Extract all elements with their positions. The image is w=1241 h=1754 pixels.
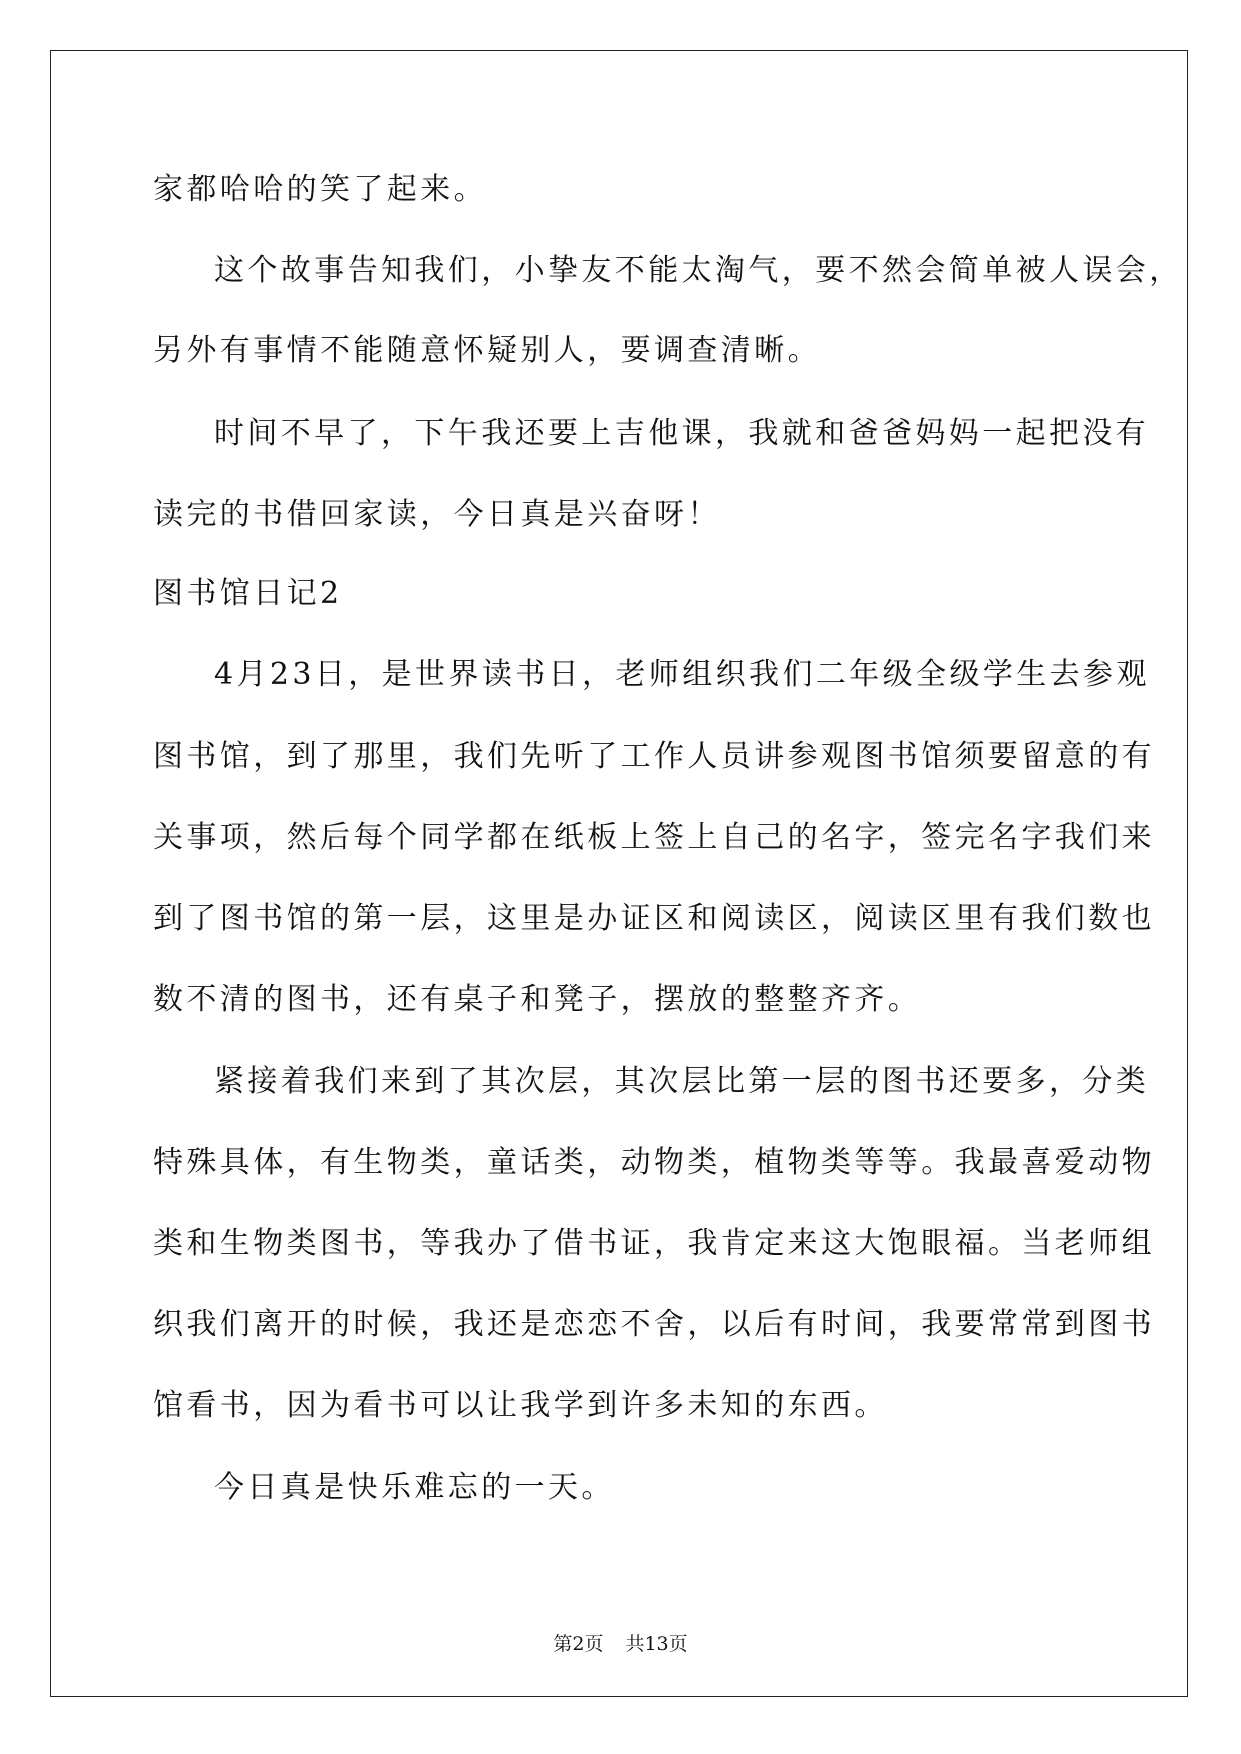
text-line-5: 读完的书借回家读，今日真是兴奋呀！ [153, 497, 721, 532]
text-line-9: 关事项，然后每个同学都在纸板上签上自己的名字，签完名字我们来 [153, 820, 1155, 855]
text-line-13: 特殊具体，有生物类，童话类，动物类，植物类等等。我最喜爱动物 [153, 1145, 1155, 1180]
page-number: 第2页 [553, 1633, 604, 1655]
text-line-17: 今日真是快乐难忘的一天。 [214, 1470, 615, 1505]
page-total: 共13页 [625, 1633, 688, 1655]
text-line-3: 另外有事情不能随意怀疑别人，要调查清晰。 [153, 333, 821, 368]
section-heading: 图书馆日记2 [153, 576, 343, 611]
text-line-15: 织我们离开的时候，我还是恋恋不舍，以后有时间，我要常常到图书 [153, 1307, 1155, 1342]
text-line-8: 图书馆，到了那里，我们先听了工作人员讲参观图书馆须要留意的有 [153, 739, 1155, 774]
text-line-11: 数不清的图书，还有桌子和凳子，摆放的整整齐齐。 [153, 982, 922, 1017]
page-border [50, 50, 1188, 1697]
text-line-1: 家都哈哈的笑了起来。 [153, 172, 487, 207]
text-line-4: 时间不早了，下午我还要上吉他课，我就和爸爸妈妈一起把没有 [214, 416, 1150, 451]
text-line-12: 紧接着我们来到了其次层，其次层比第一层的图书还要多，分类 [214, 1064, 1150, 1099]
text-line-7: 4月23日，是世界读书日，老师组织我们二年级全级学生去参观 [214, 657, 1150, 692]
text-line-2: 这个故事告知我们，小挚友不能太淘气，要不然会简单被人误会， [214, 253, 1183, 288]
text-line-16: 馆看书，因为看书可以让我学到许多未知的东西。 [153, 1388, 888, 1423]
text-line-14: 类和生物类图书，等我办了借书证，我肯定来这大饱眼福。当老师组 [153, 1226, 1155, 1261]
page-footer [0, 1632, 1241, 1656]
text-line-10: 到了图书馆的第一层，这里是办证区和阅读区，阅读区里有我们数也 [153, 901, 1155, 936]
